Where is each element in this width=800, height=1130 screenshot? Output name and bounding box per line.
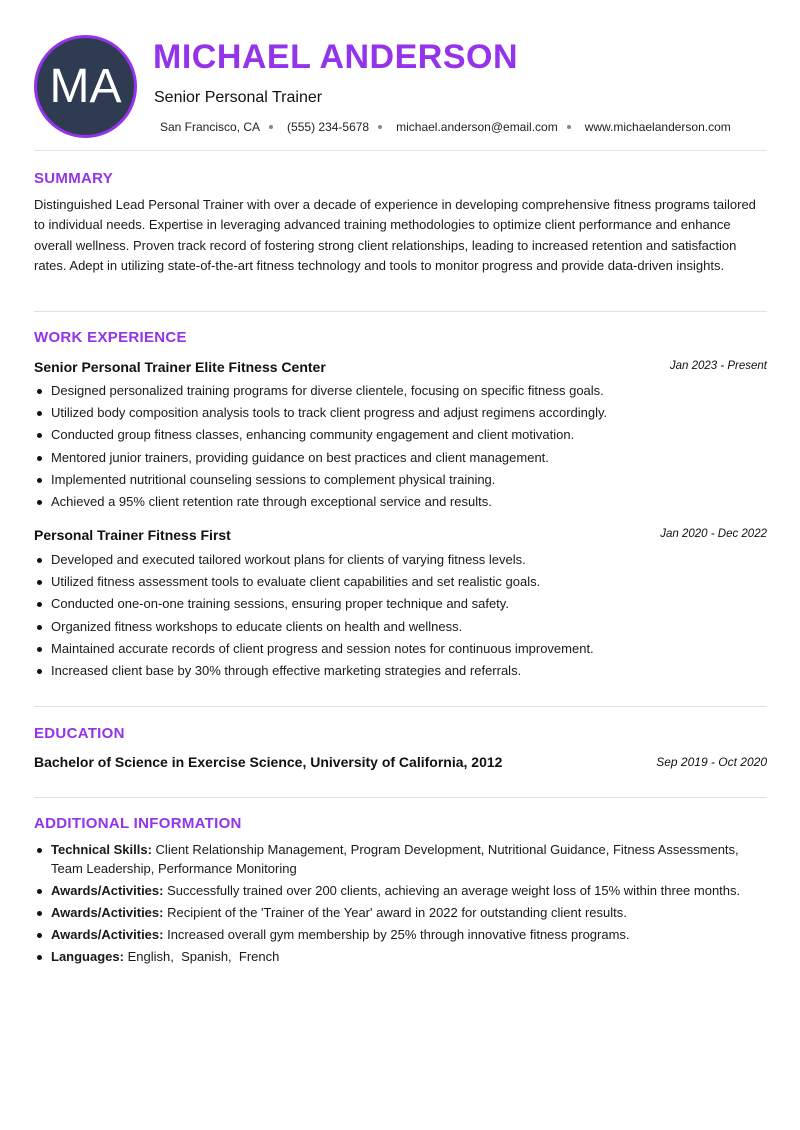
- section-title-summary: SUMMARY: [34, 170, 114, 187]
- summary-text: Distinguished Lead Personal Trainer with over a decade of experience in developing comprehensive fitness programs tailored to individual needs. Expertise in leveraging advanced training methodologies to optimize client performance and enhance overall wellness. Proven track record of fostering strong client relationships, leading to increased retention and satisfaction rates. Adept in utilizing state-of-the-art fitness technology and tools to monitor progress and provide data-driven insights.: [34, 197, 756, 274]
- info-label: Languages:: [51, 948, 124, 964]
- contact-phone: (555) 234-5678: [287, 120, 370, 134]
- candidate-name: MICHAEL ANDERSON: [153, 38, 519, 76]
- info-text: English, Spanish, French: [127, 948, 280, 964]
- list-item: Developed and executed tailored workout plans for clients of varying fitness levels.: [34, 549, 767, 571]
- job-bullets: [34, 549, 767, 682]
- job-bullets: [34, 380, 767, 513]
- list-item: Mentored junior trainers, providing guidance on best practices and client management.: [34, 447, 767, 469]
- separator-dot: [567, 125, 571, 129]
- info-label: Technical Skills:: [51, 842, 152, 857]
- candidate-role: Senior Personal Trainer: [154, 89, 323, 106]
- avatar: [34, 35, 137, 138]
- divider: [34, 311, 767, 312]
- list-item: Designed personalized training programs for diverse clientele, focusing on specific fitness goals.: [34, 380, 767, 402]
- additional-info-list: [34, 841, 767, 970]
- list-item: Maintained accurate records of client progress and session notes for continuous improvement.: [34, 638, 767, 660]
- contact-bar: [160, 120, 731, 134]
- list-item: [34, 882, 767, 901]
- education-dates: Sep 2019 - Oct 2020: [656, 755, 767, 769]
- info-text: Recipient of the 'Trainer of the Year' award in 2022 for outstanding client results.: [167, 904, 627, 920]
- job-title: Senior Personal Trainer Elite Fitness Center: [34, 359, 326, 375]
- contact-location: San Francisco, CA: [160, 120, 261, 134]
- job-dates: Jan 2023 - Present: [669, 360, 767, 372]
- list-item: Increased client base by 30% through effective marketing strategies and referrals.: [34, 660, 767, 682]
- info-label: Awards/Activities:: [51, 926, 164, 942]
- education-degree: Bachelor of Science in Exercise Science, University of California, 2012: [34, 754, 503, 770]
- info-text: Increased overall gym membership by 25% through innovative fitness programs.: [167, 926, 630, 942]
- contact-website[interactable]: www.michaelanderson.com: [584, 120, 731, 134]
- divider: [34, 706, 767, 707]
- job-header: [34, 359, 767, 377]
- separator-dot: [378, 125, 382, 129]
- info-label: Awards/Activities:: [51, 904, 164, 920]
- section-title-education: EDUCATION: [34, 725, 125, 742]
- list-item: [34, 841, 767, 878]
- info-label: Awards/Activities:: [51, 882, 164, 898]
- separator-dot: [269, 125, 273, 129]
- education-entry: [34, 754, 767, 772]
- info-text: Successfully trained over 200 clients, achieving an average weight loss of 15% within three months.: [167, 882, 741, 898]
- list-item: [34, 948, 767, 967]
- list-item: Utilized fitness assessment tools to evaluate client capabilities and set realistic goals.: [34, 571, 767, 593]
- job-dates: Jan 2020 - Dec 2022: [660, 528, 767, 540]
- job-title: Personal Trainer Fitness First: [34, 527, 231, 543]
- list-item: Conducted group fitness classes, enhancing community engagement and client motivation.: [34, 424, 767, 446]
- list-item: Achieved a 95% client retention rate through exceptional service and results.: [34, 491, 767, 513]
- info-text: Client Relationship Management, Program Development, Nutritional Guidance, Fitness Assessments, Team Leadership, Performance Monitoring: [51, 842, 739, 876]
- list-item: Utilized body composition analysis tools to track client progress and adjust regimens accordingly.: [34, 402, 767, 424]
- section-title-additional: ADDITIONAL INFORMATION: [34, 815, 242, 832]
- list-item: Implemented nutritional counseling sessions to complement physical training.: [34, 469, 767, 491]
- divider: [34, 797, 767, 798]
- list-item: Conducted one-on-one training sessions, ensuring proper technique and safety.: [34, 593, 767, 615]
- list-item: Organized fitness workshops to educate clients on health and wellness.: [34, 616, 767, 638]
- list-item: [34, 926, 767, 945]
- job-header: [34, 527, 767, 545]
- divider: [34, 150, 767, 151]
- contact-email[interactable]: michael.anderson@email.com: [396, 120, 558, 134]
- avatar-initials: MA: [49, 60, 122, 113]
- section-title-experience: WORK EXPERIENCE: [34, 329, 187, 346]
- list-item: [34, 904, 767, 923]
